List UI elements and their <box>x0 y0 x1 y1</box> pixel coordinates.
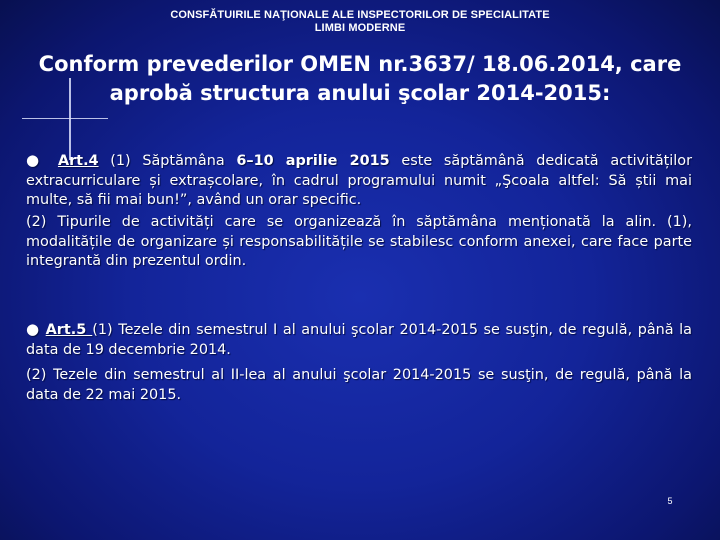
title-line-2: aprobă structura anului şcolar 2014-2015: <box>109 81 611 105</box>
title-line-1: Conform prevederilor OMEN nr.3637/ 18.06.2014, care <box>38 52 682 76</box>
header-line-1: CONSFĂTUIRILE NAŢIONALE ALE INSPECTORILOR DE SPECIALITATE <box>170 9 550 21</box>
art4-paragraph-2: (2) Tipurile de activități care se organizează în săptămâna menționată la alin. (1), modalitățile de organizare și responsabilitățile se stabilesc conform anexei, care face parte integrantă din prezentul ordin. <box>26 214 692 269</box>
page-number: 5 <box>667 496 673 506</box>
art4-date: 6–10 aprilie 2015 <box>236 153 390 169</box>
conference-header <box>0 9 720 35</box>
art5-text: (1) Tezele din semestrul I al anului şcolar 2014-2015 se susţin, de regulă, până la data de 19 decembrie 2014. <box>26 322 692 358</box>
bullet-icon: ● <box>26 151 47 169</box>
slide-title <box>22 50 698 108</box>
art4-text-a: (1) Săptămâna <box>98 153 237 169</box>
decorative-horizontal-line <box>22 118 108 119</box>
bullet-icon: ● <box>26 320 41 338</box>
art4-label: Art.4 <box>57 153 99 169</box>
art4-text-b: este săptămână dedicată activităților extracurriculare și extrașcolare, în cadrul programului numit „Şcoala altfel: Să știi mai multe, să fii mai bun!”, având un orar specific. <box>26 153 693 208</box>
art4-paragraph-1 <box>26 151 692 211</box>
header-line-2: LIMBI MODERNE <box>314 22 406 34</box>
art5-paragraph-1 <box>26 320 692 360</box>
art5-paragraph-2: (2) Tezele din semestrul al II-lea al anului şcolar 2014-2015 se susţin, de regulă, până la data de 22 mai 2015. <box>26 367 692 403</box>
art5-label: Art.5 <box>45 322 93 338</box>
